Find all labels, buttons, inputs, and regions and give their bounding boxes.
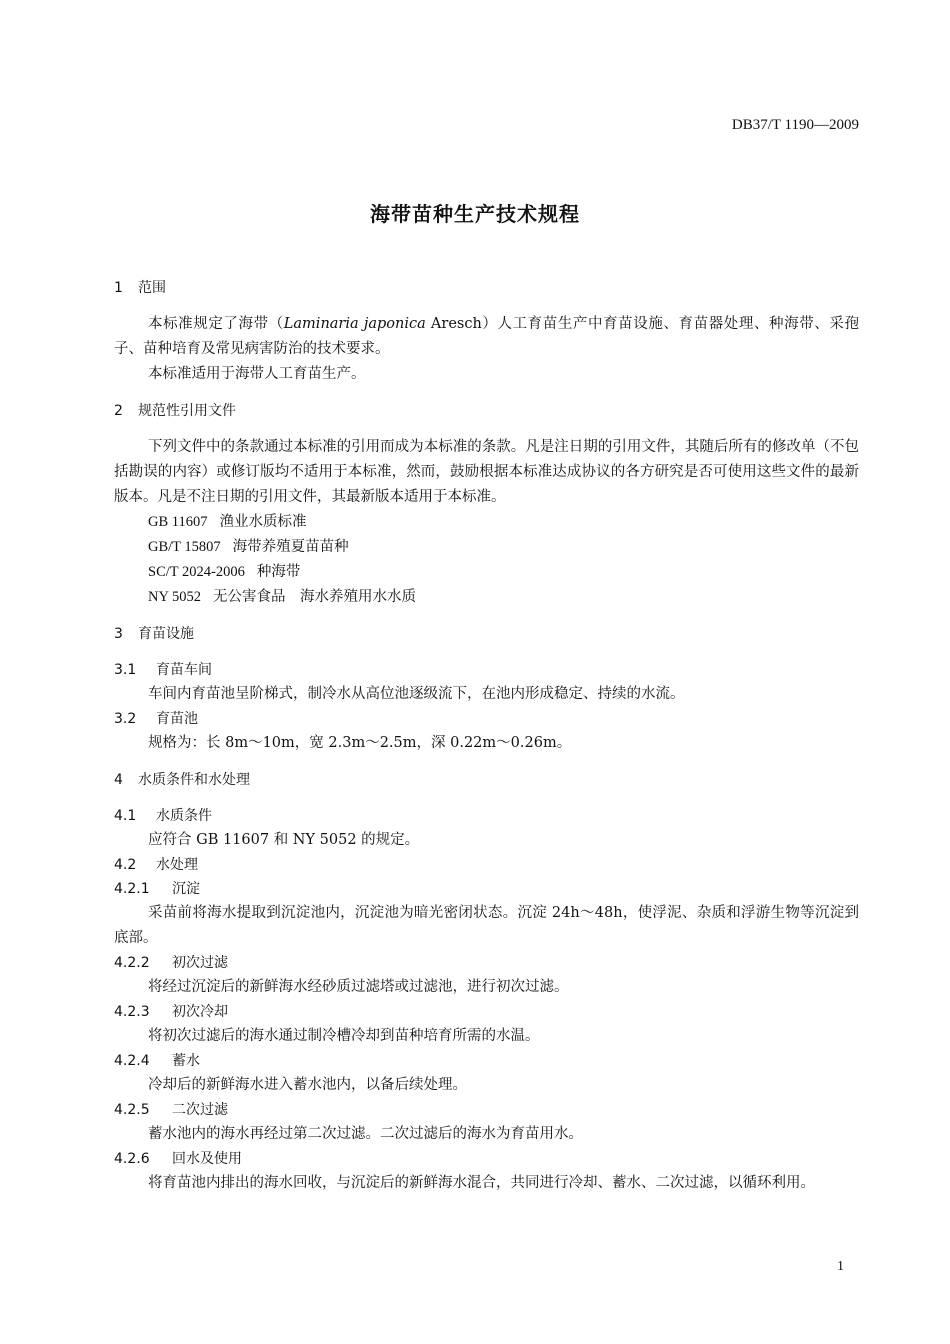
subsection-heading-4-1 [114,804,859,828]
section-number: 1 [114,280,123,296]
clause-heading-4-2-6 [114,1147,859,1171]
clause-heading-4-2-1 [114,877,859,901]
paragraph: 将经过沉淀后的新鲜海水经砂质过滤塔或过滤池，进行初次过滤。 [148,979,569,995]
clause-number: 4.2.1 [114,881,150,897]
paragraph: 将育苗池内排出的海水回收，与沉淀后的新鲜海水混合，共同进行冷却、蓄水、二次过滤，以循环利用。 [148,1175,815,1191]
reference-name: 无公害食品 海水养殖用水水质 [213,589,417,605]
clause-heading-4-2-4 [114,1049,859,1073]
clause-heading-4-2-5 [114,1098,859,1122]
paragraph: 本标准适用于海带人工育苗生产。 [148,366,366,382]
section-number: 4 [114,772,123,788]
reference-code: SC/T 2024-2006 [148,564,245,580]
clause-number: 4.2.2 [114,955,150,971]
section-title: 育苗设施 [138,626,194,642]
reference-code: NY 5052 [148,589,202,605]
subsection-heading-4-2 [114,853,859,877]
clause-title: 初次冷却 [172,1004,228,1020]
clause-title: 二次过滤 [172,1102,228,1118]
reference-name: 海带养殖夏苗苗种 [232,539,349,555]
latin-name: Laminaria japonica [283,316,426,332]
paragraph: 冷却后的新鲜海水进入蓄水池内，以备后续处理。 [148,1077,467,1093]
reference-item [114,535,859,560]
subsection-heading-3-1 [114,658,859,682]
clause-heading-4-2-3 [114,1000,859,1024]
document-title: 海带苗种生产技术规程 [370,202,580,226]
subsection-heading-3-2 [114,707,859,731]
document-body [114,276,859,1196]
clause-heading-4-2-2 [114,951,859,975]
reference-name: 种海带 [256,564,301,580]
subsection-number: 4.1 [114,808,137,824]
section-heading-3 [114,622,859,646]
subsection-number: 3.2 [114,711,137,727]
clause-number: 4.2.3 [114,1004,150,1020]
section-heading-2 [114,399,859,423]
clause-title: 初次过滤 [172,955,228,971]
clause-title: 蓄水 [172,1053,200,1069]
document-code: DB37/T 1190—2009 [731,117,859,133]
subsection-title: 水质条件 [156,808,212,824]
subsection-title: 育苗池 [156,711,198,727]
paragraph: 采苗前将海水提取到沉淀池内，沉淀池为暗光密闭状态。沉淀 24h～48h，使浮泥、杂质和浮游生物等沉淀到底部。 [114,905,859,946]
paragraph: 应符合 GB 11607 和 NY 5052 的规定。 [148,832,420,848]
paragraph: 将初次过滤后的海水通过制冷槽冷却到苗种培育所需的水温。 [148,1028,540,1044]
reference-item [114,560,859,585]
section-title: 范围 [138,280,166,296]
page-number: 1 [837,1259,844,1274]
subsection-title: 育苗车间 [156,662,212,678]
reference-item [114,585,859,610]
subsection-title: 水处理 [156,857,198,873]
section-number: 3 [114,626,123,642]
section-title: 规范性引用文件 [138,403,236,419]
paragraph-text: Aresch）人工育苗生产中育苗设施、育苗器处理、种海带、采孢子、苗种培育及常见病害防治的技术要求。 [114,316,859,357]
paragraph: 规格为：长 8m～10m，宽 2.3m～2.5m，深 0.22m～0.26m。 [148,735,572,751]
section-number: 2 [114,403,123,419]
section-title: 水质条件和水处理 [138,772,250,788]
reference-code: GB/T 15807 [148,539,221,555]
clause-number: 4.2.4 [114,1053,150,1069]
paragraph-text: 本标准规定了海带（ [148,316,284,332]
clause-number: 4.2.5 [114,1102,150,1118]
reference-name: 渔业水质标准 [219,514,307,530]
reference-item [114,510,859,535]
subsection-number: 3.1 [114,662,137,678]
clause-title: 回水及使用 [172,1151,242,1167]
clause-title: 沉淀 [172,881,200,897]
paragraph [114,312,859,362]
paragraph: 蓄水池内的海水再经过第二次过滤。二次过滤后的海水为育苗用水。 [148,1126,583,1142]
section-heading-1 [114,276,859,300]
subsection-number: 4.2 [114,857,137,873]
paragraph: 下列文件中的条款通过本标准的引用而成为本标准的条款。凡是注日期的引用文件，其随后所有的修改单（不包括勘误的内容）或修订版均不适用于本标准，然而，鼓励根据本标准达成协议的各方研究是否可使用这些文件的最新版本。凡是不注日期的引用文件，其最新版本适用于本标准。 [114,439,859,505]
clause-number: 4.2.6 [114,1151,150,1167]
reference-code: GB 11607 [148,514,208,530]
paragraph: 车间内育苗池呈阶梯式，制冷水从高位池逐级流下，在池内形成稳定、持续的水流。 [148,686,685,702]
section-heading-4 [114,768,859,792]
